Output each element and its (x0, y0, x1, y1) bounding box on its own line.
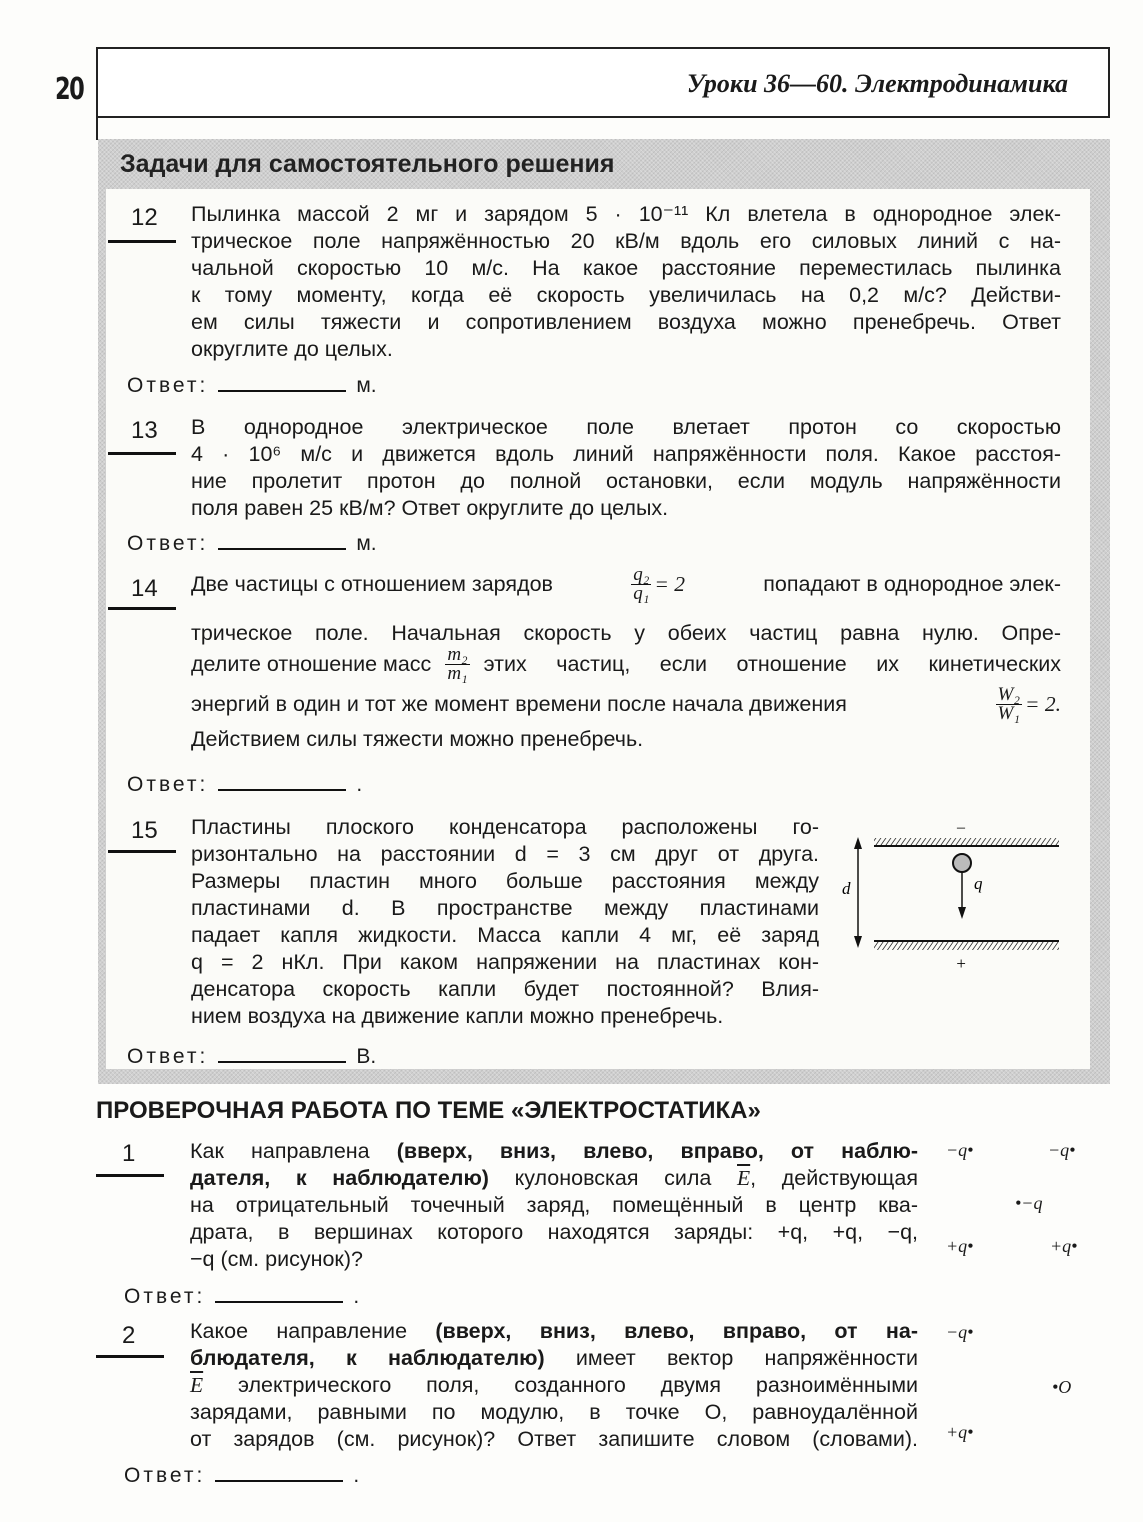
text-segment: попадают в однородное элек- (763, 572, 1061, 596)
charge-bottom: +q• (946, 1422, 974, 1442)
problem-number: 14 (131, 575, 158, 602)
answer-unit: . (353, 1285, 360, 1308)
top-plate-hatching (874, 838, 1059, 846)
problem-text (191, 814, 819, 1030)
task-text (190, 1138, 918, 1273)
text-line: трическое поле напряжённостью 20 кВ/м вдоль его силовых линий с на- (191, 229, 1061, 253)
task-number: 2 (122, 1322, 136, 1349)
page-header (96, 47, 1110, 118)
answer-unit: В. (356, 1045, 377, 1068)
point-o: •O (1052, 1377, 1072, 1397)
text-segment: энергий в один и тот же момент времени после начала движения (191, 692, 847, 716)
charge-bottom-right: +q• (1050, 1236, 1078, 1256)
vector-symbol: $\overline{E}$ (190, 1373, 204, 1397)
vector-symbol: $\overline{E}$ (737, 1166, 751, 1190)
text-line: ние пролетит протон до полной остановки, если модуль напряжённости (191, 469, 1061, 493)
answer-label: Ответ: (127, 773, 209, 796)
problem-number-underline (108, 452, 176, 455)
problem-text (191, 726, 1061, 753)
text-line: чальной скоростью 10 м/с. На какое расстояние переместилась пылинка (191, 256, 1061, 280)
fraction-numerator: q₂ (633, 564, 650, 585)
charge-label: q (974, 874, 983, 893)
answer-line (124, 1460, 359, 1488)
mass-ratio-fraction (445, 646, 469, 683)
charge-top-left: −q• (946, 1140, 974, 1160)
problem-line (191, 646, 1061, 683)
answer-line (127, 769, 362, 797)
text-line: к тому моменту, когда её скорость увеличилась на 0,2 м/с? Действи- (191, 283, 1061, 307)
text-line: Действием силы тяжести можно пренебречь. (191, 727, 644, 751)
text-line: зарядами, равными по модулю, в точке O, равноудалённой (190, 1400, 918, 1424)
problem-text (191, 620, 1061, 647)
answer-unit: . (356, 773, 363, 796)
problem-number: 15 (131, 817, 158, 844)
distance-label: d (842, 879, 851, 898)
text-segment: (вверх, вниз, влево, вправо, от наблю- (396, 1139, 918, 1163)
text-line: поля равен 25 кВ/м? Ответ округлите до целых. (191, 496, 669, 520)
answer-blank[interactable] (215, 1460, 343, 1482)
task-number-underline (96, 1355, 164, 1358)
answer-label: Ответ: (124, 1285, 206, 1308)
problem-line (191, 686, 1061, 723)
fraction-denominator: q₁ (633, 583, 650, 604)
text-line: 4 · 10⁶ м/с и движется вдоль линий напряжённости поля. Какое расстоя- (191, 442, 1061, 466)
energy-ratio-fraction (996, 686, 1061, 723)
text-line: драта, в вершинах которого находятся заряды: +q, +q, −q, (190, 1220, 918, 1244)
text-line (190, 1345, 918, 1372)
page-number: 20 (55, 72, 84, 107)
problem-number-underline (108, 850, 176, 853)
fraction-value: = 2. (1024, 692, 1061, 716)
text-segment: блюдателя, к наблюдателю) (190, 1346, 545, 1370)
charge-top-right: −q• (1048, 1140, 1076, 1160)
bottom-plate-hatching (874, 942, 1059, 950)
answer-label: Ответ: (127, 374, 209, 397)
fraction-value: = 2 (654, 572, 685, 596)
velocity-arrow-head (958, 907, 966, 919)
text-line: нием воздуха на движение капли можно пренебречь. (191, 1004, 724, 1028)
charge-top: −q• (946, 1322, 974, 1342)
problem-number-underline (108, 240, 176, 243)
task-number-underline (96, 1174, 164, 1177)
problem-number: 13 (131, 417, 158, 444)
droplet (953, 854, 971, 872)
text-line (190, 1165, 918, 1192)
charge-center: •−q (1015, 1193, 1043, 1213)
answer-line (127, 528, 377, 556)
text-segment: Две частицы с отношением зарядов (191, 572, 553, 596)
text-line: ем силы тяжести и сопротивлением воздуха можно пренебречь. Ответ (191, 310, 1061, 334)
text-line (190, 1318, 918, 1345)
text-line: пластинами d. В пространстве между пластинами (191, 896, 819, 920)
header-title: Уроки 36—60. Электродинамика (686, 69, 1068, 98)
text-line (190, 1372, 918, 1399)
text-line: округлите до целых. (191, 337, 393, 361)
task-text (190, 1318, 918, 1453)
answer-blank[interactable] (215, 1281, 343, 1303)
text-segment: имеет вектор напряжённости (575, 1346, 918, 1370)
text-line: Размеры пластин много больше расстояния между (191, 869, 819, 893)
text-line: q = 2 нКл. При каком напряжении на пластинах кон- (191, 950, 819, 974)
answer-label: Ответ: (127, 1045, 209, 1068)
answer-unit: . (353, 1464, 360, 1487)
text-line: от зарядов (см. рисунок)? Ответ запишите словом (словами). (190, 1427, 918, 1451)
answer-blank[interactable] (218, 1041, 346, 1063)
test-title: ПРОВЕРОЧНАЯ РАБОТА ПО ТЕМЕ «ЭЛЕКТРОСТАТИКА» (96, 1097, 761, 1124)
answer-blank[interactable] (218, 370, 346, 392)
answer-line (124, 1281, 359, 1309)
fraction-numerator: m₂ (447, 644, 468, 665)
distance-arrow-head-up (854, 837, 862, 849)
text-segment: этих частиц, если отношение их кинетических (483, 652, 1061, 676)
task-number: 1 (122, 1140, 136, 1167)
text-segment: Какое направление (190, 1319, 408, 1343)
fraction-denominator: m₁ (447, 663, 468, 684)
text-line: Пылинка массой 2 мг и зарядом 5 · 10⁻¹¹ Кл влетела в однородное элек- (191, 202, 1061, 226)
text-segment: , действующая (750, 1166, 918, 1190)
problem-text (191, 414, 1061, 522)
answer-unit: м. (356, 374, 377, 397)
section-title: Задачи для самостоятельного решения (120, 150, 615, 178)
answer-label: Ответ: (124, 1464, 206, 1487)
answer-blank[interactable] (218, 528, 346, 550)
answer-blank[interactable] (218, 769, 346, 791)
plus-sign: + (955, 954, 967, 973)
problem-text (191, 201, 1061, 363)
answer-unit: м. (356, 532, 377, 555)
answer-label: Ответ: (127, 532, 209, 555)
text-segment: кулоновская сила (514, 1166, 712, 1190)
text-line: падает капля жидкости. Масса капли 4 мг, её заряд (191, 923, 819, 947)
text-line: Пластины плоского конденсатора расположены го- (191, 815, 819, 839)
answer-line (127, 1041, 376, 1069)
problem-number: 12 (131, 204, 158, 231)
text-segment: дателя, к наблюдателю) (190, 1166, 489, 1190)
text-line: на отрицательный точечный заряд, помещённый в центр ква- (190, 1193, 918, 1217)
text-line: денсатора скорость капли будет постоянной? Влия- (191, 977, 819, 1001)
text-segment: делите отношение масс (191, 652, 432, 676)
minus-sign: – (957, 819, 965, 836)
fraction-numerator: W₂ (997, 684, 1020, 705)
problem-number-underline (108, 607, 176, 610)
text-segment: (вверх, вниз, влево, вправо, от на- (435, 1319, 918, 1343)
charge-ratio-fraction (631, 566, 685, 603)
header-divider (96, 118, 98, 140)
text-line: ризонтально на расстоянии d = 3 см друг от друга. (191, 842, 819, 866)
text-line (190, 1138, 918, 1165)
distance-arrow-head-down (854, 936, 862, 948)
answer-line (127, 370, 377, 398)
text-line: −q (см. рисунок)? (190, 1247, 363, 1271)
charge-bottom-left: +q• (946, 1236, 974, 1256)
text-segment: Как направлена (190, 1139, 370, 1163)
text-segment: электрического поля, созданного двумя разноимёнными (237, 1373, 918, 1397)
problem-line (191, 566, 1061, 603)
text-line: В однородное электрическое поле влетает протон со скоростью (191, 415, 1061, 439)
fraction-denominator: W₁ (997, 703, 1020, 724)
capacitor-figure (836, 815, 1066, 975)
text-line: трическое поле. Начальная скорость у обеих частиц равна нулю. Опре- (191, 621, 1061, 645)
